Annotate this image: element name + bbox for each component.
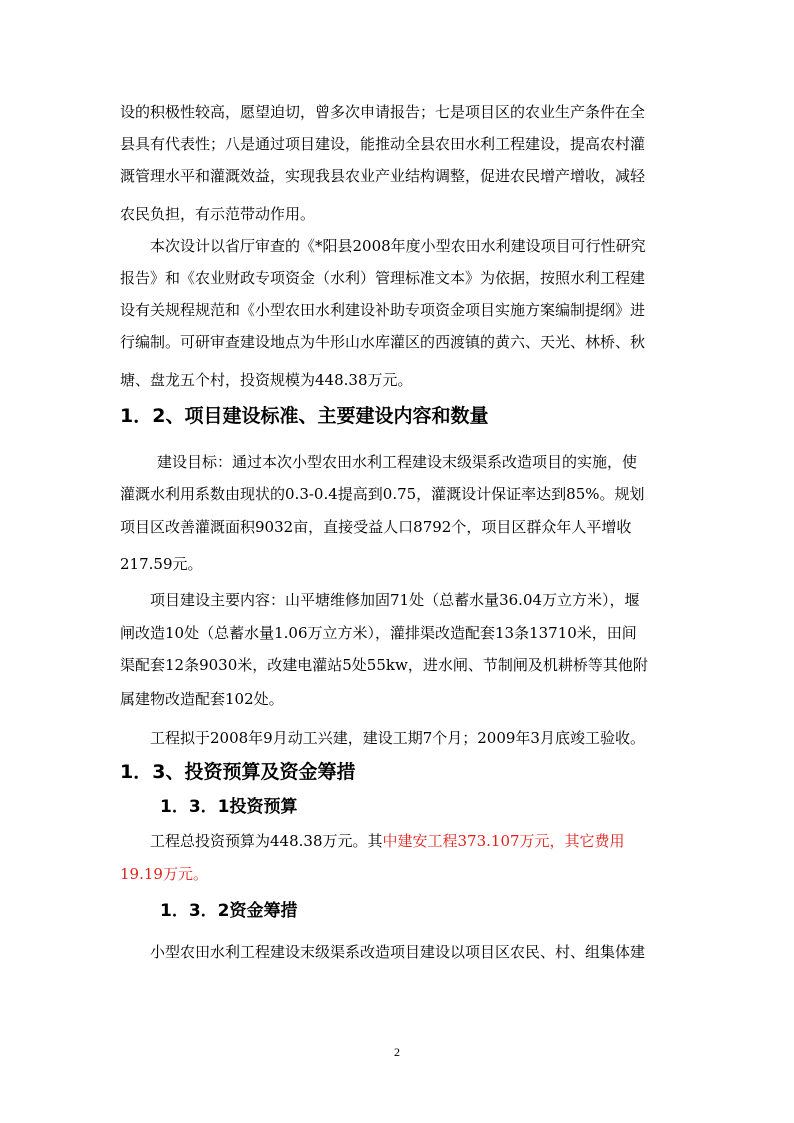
body-text-line: 塘、盘龙五个村，投资规模为448.38万元。	[120, 371, 413, 389]
body-text-segment: 工程总投资预算为448.38万元。其	[150, 832, 383, 850]
body-text-line	[150, 830, 625, 852]
body-text-line: 小型农田水利工程建设末级渠系改造项目建设以项目区农民、村、组集体建	[150, 943, 646, 961]
body-text-line: 217.59元。	[120, 555, 203, 573]
body-text-line: 本次设计以省厅审查的《*阳县2008年度小型农田水利建设项目可行性研究	[150, 237, 646, 255]
body-text-line: 工程拟于2008年9月动工兴建，建设工期7个月；2009年3月底竣工验收。	[150, 729, 645, 747]
page-number: 2	[394, 1045, 400, 1059]
subsection-heading-1-3-2: 1．3．2资金筹措	[160, 901, 298, 921]
highlighted-text-segment: 中建安工程373.107万元，其它费用	[382, 832, 625, 850]
body-text-line: 渠配套12条9030米，改建电灌站5处55kw，进水闸、节制闸及机耕桥等其他附	[120, 656, 648, 674]
body-text-line: 溉管理水平和灌溉效益，实现我县农业产业结构调整，促进农民增产增收，减轻	[120, 167, 646, 185]
section-heading-1-2: 1．2、项目建设标准、主要建设内容和数量	[120, 405, 489, 427]
body-text-line: 行编制。可研审查建设地点为牛形山水库灌区的西渡镇的黄六、天光、林桥、秋	[120, 333, 646, 351]
body-text-line: 项目建设主要内容：山平塘维修加固71处（总蓄水量36.04万立方米），堰	[150, 591, 640, 609]
body-text-line: 设有关规程规范和《小型农田水利建设补助专项资金项目实施方案编制提纲》进	[120, 301, 646, 319]
body-text-line: 闸改造10处（总蓄水量1.06万立方米），灌排渠改造配套13条13710米，田间	[120, 624, 637, 642]
subsection-heading-1-3-1: 1．3．1投资预算	[160, 797, 298, 817]
section-heading-1-3: 1．3、投资预算及资金筹措	[120, 761, 356, 783]
body-text-line: 报告》和《农业财政专项资金（水利）管理标准文本》为依据，按照水利工程建	[120, 269, 646, 287]
body-text-line: 农民负担，有示范带动作用。	[120, 205, 316, 223]
body-text-line: 属建物改造配套102处。	[120, 690, 284, 708]
body-text-line: 设的积极性较高，愿望迫切，曾多次申请报告；七是项目区的农业生产条件在全	[120, 103, 646, 121]
body-text-line: 建设目标：通过本次小型农田水利工程建设末级渠系改造项目的实施，使	[157, 453, 638, 471]
body-text-line: 灌溉水利用系数由现状的0.3-0.4提高到0.75，灌溉设计保证率达到85%。规划	[120, 485, 645, 503]
body-text-line: 项目区改善灌溉面积9032亩，直接受益人口8792个，项目区群众年人平增收	[120, 518, 632, 536]
highlighted-text-line: 19.19万元。	[120, 865, 208, 883]
body-text-line: 县具有代表性；八是通过项目建设，能推动全县农田水利工程建设，提高农村灌	[120, 135, 646, 153]
